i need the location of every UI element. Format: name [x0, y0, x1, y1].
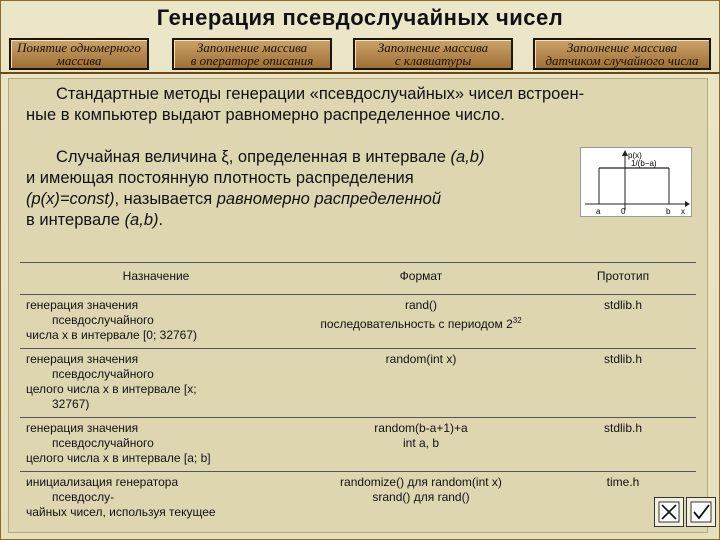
- table-row: [20, 472, 696, 526]
- density-formula: (p(x)=const): [26, 190, 115, 208]
- purpose-line: числа x в интервале [0; 32767): [26, 328, 198, 342]
- purpose-line: целого числа x в интервале [x;: [26, 382, 197, 396]
- definition-text: в интервале: [26, 211, 125, 229]
- format-line: srand() для rand(): [372, 490, 470, 504]
- prototype-cell: stdlib.h: [550, 295, 696, 349]
- functions-table: [20, 262, 696, 525]
- format-line: random(int x): [385, 352, 457, 366]
- prototype-cell: stdlib.h: [550, 418, 696, 472]
- tick-0: 0: [621, 207, 626, 216]
- format-cell: [292, 349, 550, 418]
- format-line: последовательность с периодом 2: [320, 317, 513, 331]
- x-axis-arrow: [685, 201, 690, 207]
- purpose-line: целого числа x в интервале [a; b]: [26, 451, 211, 465]
- interval-ab: (a,b): [450, 148, 485, 166]
- prototype-cell: time.h: [550, 472, 696, 526]
- table-row: [20, 349, 696, 418]
- purpose-cell: [20, 349, 292, 418]
- nav-label-line2: массива: [56, 53, 102, 68]
- table-row: [20, 295, 696, 349]
- header-format: Формат: [292, 263, 550, 295]
- format-line: randomize() для random(int x): [340, 475, 502, 489]
- purpose-line: псевдослучайного: [52, 436, 154, 450]
- definition-line2: и имеющая постоянную плотность распределения: [26, 169, 414, 187]
- purpose-line: генерация значения: [26, 352, 139, 366]
- definition-text: , называется: [114, 190, 217, 208]
- format-line: random(b-a+1)+a: [374, 421, 468, 435]
- uniform-term: равномерно распределенной: [216, 190, 442, 208]
- checkbox-cross-control[interactable]: [654, 497, 684, 527]
- definition-paragraph: [26, 147, 571, 231]
- table-header-row: [20, 263, 696, 295]
- intro-paragraph: [26, 84, 706, 126]
- nav-button-fill-random[interactable]: [533, 38, 711, 70]
- definition-text: Случайная величина ξ, определенная в интервале: [56, 148, 451, 166]
- header-prototype: Прототип: [550, 263, 696, 295]
- purpose-line: 32767): [52, 397, 90, 411]
- purpose-cell: [20, 472, 292, 526]
- purpose-line: инициализация генератора: [26, 475, 179, 489]
- purpose-line: чайных чисел, используя текущее: [26, 505, 216, 519]
- prototype-cell: stdlib.h: [550, 349, 696, 418]
- nav-label-line1: Понятие одномерного: [17, 40, 141, 55]
- nav-label-line1: Заполнение массива: [196, 40, 308, 55]
- density-plot: [581, 148, 691, 216]
- purpose-line: генерация значения: [26, 421, 139, 435]
- purpose-cell: [20, 295, 292, 349]
- intro-line1: Стандартные методы генерации «псевдослучайных» чисел встроен-: [56, 85, 585, 103]
- uniform-density-graph: [580, 147, 692, 217]
- nav-label-line1: Заполнение массива: [566, 40, 678, 55]
- purpose-line: псевдослучайного: [52, 313, 154, 327]
- nav-button-fill-keyboard[interactable]: [353, 38, 513, 70]
- table-row: [20, 418, 696, 472]
- nav-label-line2: датчиком случайного числа: [545, 53, 699, 68]
- tick-a: a: [596, 207, 601, 216]
- definition-text: .: [158, 211, 164, 229]
- format-cell: [292, 472, 550, 526]
- nav-label-line1: Заполнение массива: [377, 40, 489, 55]
- page-title: Генерация псевдослучайных чисел: [156, 5, 564, 30]
- nav-label-line2: с клавиатуры: [394, 53, 472, 68]
- nav-label-line2: в операторе описания: [190, 53, 314, 68]
- format-cell: [292, 418, 550, 472]
- tick-x: x: [681, 207, 685, 216]
- checkbox-cross-icon: [655, 498, 683, 526]
- header-purpose: Назначение: [20, 263, 292, 295]
- label-px: p(x): [628, 151, 642, 160]
- format-line: int a, b: [402, 436, 440, 450]
- label-level: 1/(b−a): [631, 159, 657, 168]
- nav-divider: [0, 72, 720, 74]
- tick-b: b: [666, 207, 671, 216]
- purpose-line: псевдослучайного: [52, 367, 154, 381]
- checkbox-check-icon: [687, 498, 715, 526]
- nav-button-array-concept[interactable]: [9, 38, 149, 70]
- checkbox-check-control[interactable]: [686, 497, 716, 527]
- interval-ab: (a,b): [124, 211, 159, 229]
- format-line: rand(): [404, 298, 437, 312]
- purpose-line: псевдослу-: [52, 490, 115, 504]
- purpose-cell: [20, 418, 292, 472]
- nav-button-fill-declaration[interactable]: [172, 38, 332, 70]
- format-cell: [292, 295, 550, 349]
- intro-line2: ные в компьютер выдают равномерно распределенное число.: [26, 106, 505, 124]
- purpose-line: генерация значения: [26, 298, 139, 312]
- period-exponent: 32: [512, 316, 522, 325]
